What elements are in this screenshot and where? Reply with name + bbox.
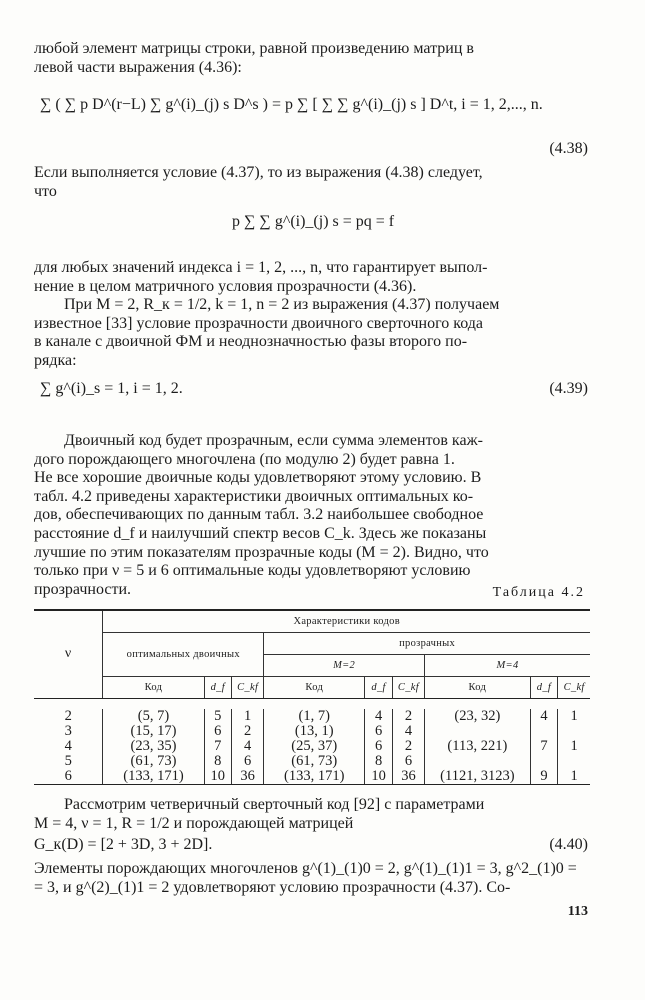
table-row bbox=[34, 724, 590, 739]
cell-m4-c bbox=[558, 754, 590, 769]
cell-m4-code bbox=[425, 754, 531, 769]
text-line: Элементы порождающих многочленов g^(1)_(1)0 = 2, g^(1)_(1)1 = 3, g^2_(1)0 = bbox=[34, 860, 577, 877]
cell-m4-c: 1 bbox=[558, 769, 590, 785]
header-v: ν bbox=[34, 610, 103, 698]
equation-pq: p ∑ ∑ g^(i)_(j) s = pq = f bbox=[232, 213, 395, 230]
cell-opt-c: 4 bbox=[232, 739, 264, 754]
text-line: Не все хорошие двоичные коды удовлетворяют этому условию. В bbox=[34, 469, 482, 487]
cell-m2-d: 10 bbox=[365, 769, 393, 785]
text-line: лучшие по этим показателям прозрачные коды (M = 2). Видно, что bbox=[34, 543, 489, 561]
cell-m2-c: 4 bbox=[392, 724, 424, 739]
text-line: Рассмотрим четверичный сверточный код [92] с параметрами bbox=[64, 796, 485, 813]
cell-opt-c: 1 bbox=[232, 709, 264, 724]
table-row bbox=[34, 709, 590, 724]
text-line: дов, обеспечивающих по данным табл. 3.2 наибольшее свободное bbox=[34, 506, 484, 524]
cell-opt-d: 7 bbox=[204, 739, 232, 754]
cell-m4-d: 9 bbox=[530, 769, 558, 785]
text-line: известное [33] условие прозрачности двоичного сверточного кода bbox=[34, 314, 484, 332]
equation-number-4-40: (4.40) bbox=[549, 836, 588, 853]
text-line: прозрачности. bbox=[34, 580, 132, 598]
text-line: только при ν = 5 и 6 оптимальные коды удовлетворяют условию bbox=[34, 562, 471, 580]
page-number: 113 bbox=[567, 904, 588, 919]
text-line: Если выполняется условие (4.37), то из выражения (4.38) следует, bbox=[34, 164, 483, 181]
text-line: что bbox=[34, 182, 57, 200]
cell-m2-c: 36 bbox=[392, 769, 424, 785]
cell-opt-c: 36 bbox=[232, 769, 264, 785]
subheader-ckf: C_kf bbox=[232, 676, 264, 698]
table-row bbox=[34, 769, 590, 785]
cell-m2-code: (13, 1) bbox=[264, 724, 365, 739]
cell-m4-code: (113, 221) bbox=[425, 739, 531, 754]
cell-m2-d: 6 bbox=[365, 739, 393, 754]
subheader-code: Код bbox=[103, 676, 204, 698]
cell-m2-c: 2 bbox=[392, 709, 424, 724]
cell-m4-d: 4 bbox=[530, 709, 558, 724]
table-row bbox=[34, 754, 590, 769]
subheader-df: d_f bbox=[204, 676, 232, 698]
cell-m4-code: (1121, 3123) bbox=[425, 769, 531, 785]
cell-v: 5 bbox=[64, 752, 72, 769]
header-transparent: прозрачных bbox=[264, 632, 590, 654]
paragraph-elements bbox=[34, 860, 594, 897]
cell-m2-code: (133, 171) bbox=[264, 769, 365, 785]
cell-m2-c: 2 bbox=[392, 739, 424, 754]
equation-4-40: G_к(D) = [2 + 3D, 3 + 2D]. bbox=[34, 836, 213, 853]
cell-m2-d: 6 bbox=[365, 724, 393, 739]
text-line: = 3, и g^(2)_(1)1 = 2 удовлетворяют условию прозрачности (4.37). Со- bbox=[34, 878, 511, 896]
cell-m2-d: 8 bbox=[365, 754, 393, 769]
cell-opt-code: (61, 73) bbox=[103, 754, 204, 769]
cell-opt-code: (133, 171) bbox=[103, 769, 204, 785]
equation-number-4-39: (4.39) bbox=[549, 380, 588, 397]
cell-m4-code: (23, 32) bbox=[425, 709, 531, 724]
text-line: При M = 2, R_к = 1/2, k = 1, n = 2 из выражения (4.37) получаем bbox=[64, 296, 500, 313]
cell-opt-d: 6 bbox=[204, 724, 232, 739]
cell-m4-c bbox=[558, 724, 590, 739]
cell-opt-code: (15, 17) bbox=[103, 724, 204, 739]
cell-opt-c: 6 bbox=[232, 754, 264, 769]
text-line: M = 4, ν = 1, R = 1/2 и порождающей матрицей bbox=[34, 814, 354, 832]
paragraph-index bbox=[34, 259, 594, 296]
text-line: в канале с двоичной ФМ и неоднозначностью фазы второго по- bbox=[34, 333, 468, 351]
subheader-df: d_f bbox=[530, 676, 558, 698]
cell-m4-code bbox=[425, 724, 531, 739]
cell-v: 3 bbox=[64, 722, 72, 739]
subheader-code: Код bbox=[425, 676, 531, 698]
paragraph-binary-condition bbox=[34, 296, 594, 370]
text-line: рядка: bbox=[34, 351, 77, 369]
cell-v: 2 bbox=[64, 707, 72, 724]
text-line: нение в целом матричного условия прозрачности (4.36). bbox=[34, 277, 417, 295]
subheader-ckf: C_kf bbox=[392, 676, 424, 698]
paragraph-transparency bbox=[34, 432, 594, 599]
cell-opt-c: 2 bbox=[232, 724, 264, 739]
text-line: дого порождающего многочлена (по модулю 2) будет равна 1. bbox=[34, 450, 455, 468]
text-line: табл. 4.2 приведены характеристики двоичных оптимальных ко- bbox=[34, 487, 474, 505]
header-optimal: оптимальных двоичных bbox=[103, 632, 264, 676]
cell-v: 4 bbox=[64, 737, 72, 754]
cell-m2-d: 4 bbox=[365, 709, 393, 724]
paragraph-intro bbox=[34, 40, 594, 77]
cell-opt-d: 10 bbox=[204, 769, 232, 785]
subheader-df: d_f bbox=[365, 676, 393, 698]
text-line: левой части выражения (4.36): bbox=[34, 58, 242, 76]
cell-v: 6 bbox=[34, 769, 103, 785]
subheader-code: Код bbox=[264, 676, 365, 698]
cell-opt-code: (5, 7) bbox=[103, 709, 204, 724]
header-m4: M=4 bbox=[425, 654, 590, 676]
subheader-ckf: C_kf bbox=[558, 676, 590, 698]
text-line: для любых значений индекса i = 1, 2, ..., n, что гарантирует выпол- bbox=[34, 259, 488, 276]
cell-m2-code: (25, 37) bbox=[264, 739, 365, 754]
text-line: Двоичный код будет прозрачным, если сумма элементов каж- bbox=[64, 432, 483, 449]
codes-table bbox=[34, 609, 590, 785]
equation-4-38: ∑ ( ∑ p D^(r−L) ∑ g^(i)_(j) s D^s ) = p ∑ [ ∑ ∑ g^(i)_(j) s ] D^t, i = 1, 2,..., n. bbox=[40, 96, 543, 113]
cell-m2-code: (1, 7) bbox=[264, 709, 365, 724]
paragraph-condition bbox=[34, 164, 594, 201]
cell-m4-d bbox=[530, 724, 558, 739]
paragraph-quaternary bbox=[34, 796, 594, 833]
cell-m4-c: 1 bbox=[558, 739, 590, 754]
text-line: расстояние d_f и наилучший спектр весов C_k. Здесь же показаны bbox=[34, 524, 487, 542]
cell-m4-c: 1 bbox=[558, 709, 590, 724]
header-characteristics: Характеристики кодов bbox=[103, 610, 590, 632]
table-row bbox=[34, 739, 590, 754]
text-line: любой элемент матрицы строки, равной произведению матриц в bbox=[34, 40, 474, 57]
cell-opt-d: 5 bbox=[204, 709, 232, 724]
header-m2: M=2 bbox=[264, 654, 425, 676]
table-caption: Таблица 4.2 bbox=[492, 585, 585, 600]
cell-m2-code: (61, 73) bbox=[264, 754, 365, 769]
cell-m4-d bbox=[530, 754, 558, 769]
cell-m4-d: 7 bbox=[530, 739, 558, 754]
equation-number-4-38: (4.38) bbox=[549, 140, 588, 157]
equation-4-39: ∑ g^(i)_s = 1, i = 1, 2. bbox=[40, 380, 183, 397]
cell-m2-c: 6 bbox=[392, 754, 424, 769]
cell-opt-code: (23, 35) bbox=[103, 739, 204, 754]
cell-opt-d: 8 bbox=[204, 754, 232, 769]
